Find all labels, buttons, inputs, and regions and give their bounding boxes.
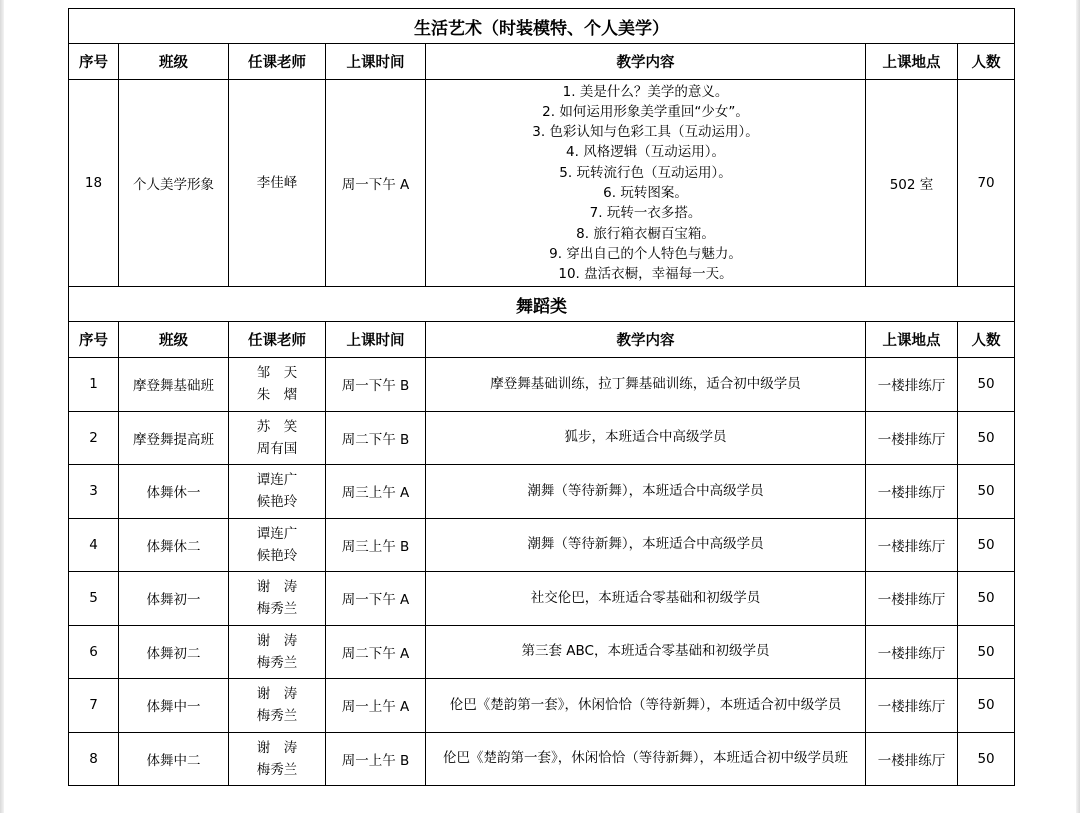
teacher-cell bbox=[229, 518, 326, 572]
lesson-item: 3. 色彩认知与色彩工具（互动运用）。 bbox=[532, 124, 759, 141]
column-header: 上课时间 bbox=[326, 322, 426, 358]
column-header: 班级 bbox=[119, 44, 229, 80]
student-count: 50 bbox=[958, 625, 1015, 679]
column-header: 班级 bbox=[119, 322, 229, 358]
teacher-name: 邹 天 bbox=[256, 365, 298, 382]
section-title: 舞蹈类 bbox=[69, 287, 1015, 322]
teacher-name: 候艳玲 bbox=[256, 547, 298, 564]
header-row bbox=[69, 44, 1015, 80]
lesson-item: 9. 穿出自己的个人特色与魅力。 bbox=[549, 245, 742, 262]
table-row bbox=[69, 80, 1015, 287]
column-header: 任课老师 bbox=[229, 322, 326, 358]
lesson-item: 1. 美是什么？美学的意义。 bbox=[562, 83, 729, 100]
lesson-item: 7. 玩转一衣多搭。 bbox=[589, 205, 702, 222]
lesson-item: 4. 风格逻辑（互动运用）。 bbox=[566, 144, 725, 161]
column-header: 序号 bbox=[69, 44, 119, 80]
class-time: 周一上午 A bbox=[326, 679, 426, 733]
location: 一楼排练厅 bbox=[866, 358, 958, 412]
teacher-name: 李佳峄 bbox=[256, 175, 298, 191]
row-number: 2 bbox=[69, 411, 119, 465]
row-number: 7 bbox=[69, 679, 119, 733]
section-title: 生活艺术（时装模特、个人美学） bbox=[69, 9, 1015, 44]
page-right-edge bbox=[1076, 0, 1080, 813]
class-time: 周二下午 A bbox=[326, 625, 426, 679]
lesson-item: 5. 玩转流行色（互动运用）。 bbox=[559, 164, 732, 181]
teacher-name: 谢 涛 bbox=[256, 739, 298, 756]
teacher-name: 梅秀兰 bbox=[256, 708, 298, 725]
table-row bbox=[69, 358, 1015, 412]
teacher-name: 梅秀兰 bbox=[256, 761, 298, 778]
teacher-name: 谢 涛 bbox=[256, 686, 298, 703]
class-name: 体舞初一 bbox=[119, 572, 229, 626]
class-time: 周一下午 A bbox=[326, 572, 426, 626]
teacher-name: 谢 涛 bbox=[256, 579, 298, 596]
teacher-name: 候艳玲 bbox=[256, 494, 298, 511]
teacher-cell bbox=[229, 732, 326, 786]
class-time: 周一上午 B bbox=[326, 732, 426, 786]
row-number: 3 bbox=[69, 465, 119, 519]
lesson-item: 2. 如何运用形象美学重回“少女”。 bbox=[542, 103, 749, 120]
teacher-name: 苏 笑 bbox=[256, 418, 298, 435]
teacher-cell bbox=[229, 679, 326, 733]
table-row bbox=[69, 679, 1015, 733]
table-row bbox=[69, 625, 1015, 679]
column-header: 人数 bbox=[958, 322, 1015, 358]
class-time: 周三上午 A bbox=[326, 465, 426, 519]
section-title-row bbox=[69, 9, 1015, 44]
table-row bbox=[69, 465, 1015, 519]
teaching-content: 伦巴《楚韵第一套》，休闲恰恰（等待新舞），本班适合初中级学员班 bbox=[426, 732, 866, 786]
column-header: 教学内容 bbox=[426, 322, 866, 358]
class-time: 周二下午 B bbox=[326, 411, 426, 465]
student-count: 50 bbox=[958, 518, 1015, 572]
table-row bbox=[69, 518, 1015, 572]
class-name: 个人美学形象 bbox=[119, 80, 229, 287]
location: 502 室 bbox=[866, 80, 958, 287]
teacher-name: 梅秀兰 bbox=[256, 654, 298, 671]
class-name: 体舞中一 bbox=[119, 679, 229, 733]
student-count: 50 bbox=[958, 732, 1015, 786]
location: 一楼排练厅 bbox=[866, 679, 958, 733]
class-name: 体舞休二 bbox=[119, 518, 229, 572]
teaching-content: 潮舞（等待新舞），本班适合中高级学员 bbox=[426, 518, 866, 572]
student-count: 50 bbox=[958, 411, 1015, 465]
page-left-edge bbox=[0, 0, 4, 813]
location: 一楼排练厅 bbox=[866, 572, 958, 626]
student-count: 50 bbox=[958, 465, 1015, 519]
teacher-name: 谢 涛 bbox=[256, 632, 298, 649]
location: 一楼排练厅 bbox=[866, 411, 958, 465]
student-count: 50 bbox=[958, 679, 1015, 733]
lesson-item: 10. 盘活衣橱，幸福每一天。 bbox=[558, 266, 733, 283]
location: 一楼排练厅 bbox=[866, 465, 958, 519]
row-number: 8 bbox=[69, 732, 119, 786]
student-count: 70 bbox=[958, 80, 1015, 287]
teacher-cell bbox=[229, 625, 326, 679]
teacher-name: 梅秀兰 bbox=[256, 601, 298, 618]
teacher-cell bbox=[229, 572, 326, 626]
column-header: 序号 bbox=[69, 322, 119, 358]
teaching-content: 潮舞（等待新舞），本班适合中高级学员 bbox=[426, 465, 866, 519]
teaching-content: 第三套 ABC，本班适合零基础和初级学员 bbox=[426, 625, 866, 679]
row-number: 18 bbox=[69, 80, 119, 287]
column-header: 任课老师 bbox=[229, 44, 326, 80]
location: 一楼排练厅 bbox=[866, 518, 958, 572]
row-number: 1 bbox=[69, 358, 119, 412]
teaching-content: 社交伦巴，本班适合零基础和初级学员 bbox=[426, 572, 866, 626]
column-header: 上课时间 bbox=[326, 44, 426, 80]
column-header: 上课地点 bbox=[866, 322, 958, 358]
class-name: 摩登舞基础班 bbox=[119, 358, 229, 412]
teacher-name: 谭连广 bbox=[256, 525, 298, 542]
class-name: 摩登舞提高班 bbox=[119, 411, 229, 465]
teaching-content bbox=[426, 80, 866, 287]
teacher-cell bbox=[229, 465, 326, 519]
location: 一楼排练厅 bbox=[866, 732, 958, 786]
class-time: 周三上午 B bbox=[326, 518, 426, 572]
column-header: 上课地点 bbox=[866, 44, 958, 80]
class-name: 体舞初二 bbox=[119, 625, 229, 679]
class-time: 周一下午 A bbox=[326, 80, 426, 287]
class-name: 体舞休一 bbox=[119, 465, 229, 519]
teaching-content: 摩登舞基础训练，拉丁舞基础训练，适合初中级学员 bbox=[426, 358, 866, 412]
student-count: 50 bbox=[958, 572, 1015, 626]
teacher-name: 朱 熠 bbox=[256, 387, 298, 404]
table-row bbox=[69, 572, 1015, 626]
student-count: 50 bbox=[958, 358, 1015, 412]
location: 一楼排练厅 bbox=[866, 625, 958, 679]
teacher-cell bbox=[229, 411, 326, 465]
teaching-content: 伦巴《楚韵第一套》，休闲恰恰（等待新舞），本班适合初中级学员 bbox=[426, 679, 866, 733]
table-row bbox=[69, 411, 1015, 465]
header-row bbox=[69, 322, 1015, 358]
teacher-name: 周有国 bbox=[256, 440, 298, 457]
teaching-content: 狐步，本班适合中高级学员 bbox=[426, 411, 866, 465]
column-header: 教学内容 bbox=[426, 44, 866, 80]
class-name: 体舞中二 bbox=[119, 732, 229, 786]
column-header: 人数 bbox=[958, 44, 1015, 80]
row-number: 5 bbox=[69, 572, 119, 626]
row-number: 6 bbox=[69, 625, 119, 679]
section-title-row bbox=[69, 287, 1015, 322]
teacher-cell bbox=[229, 80, 326, 287]
course-schedule-table bbox=[68, 8, 1015, 786]
teacher-name: 谭连广 bbox=[256, 472, 298, 489]
class-time: 周一下午 B bbox=[326, 358, 426, 412]
table-row bbox=[69, 732, 1015, 786]
teacher-cell bbox=[229, 358, 326, 412]
lesson-item: 6. 玩转图案。 bbox=[603, 185, 688, 201]
lesson-item: 8. 旅行箱衣橱百宝箱。 bbox=[576, 225, 715, 242]
row-number: 4 bbox=[69, 518, 119, 572]
